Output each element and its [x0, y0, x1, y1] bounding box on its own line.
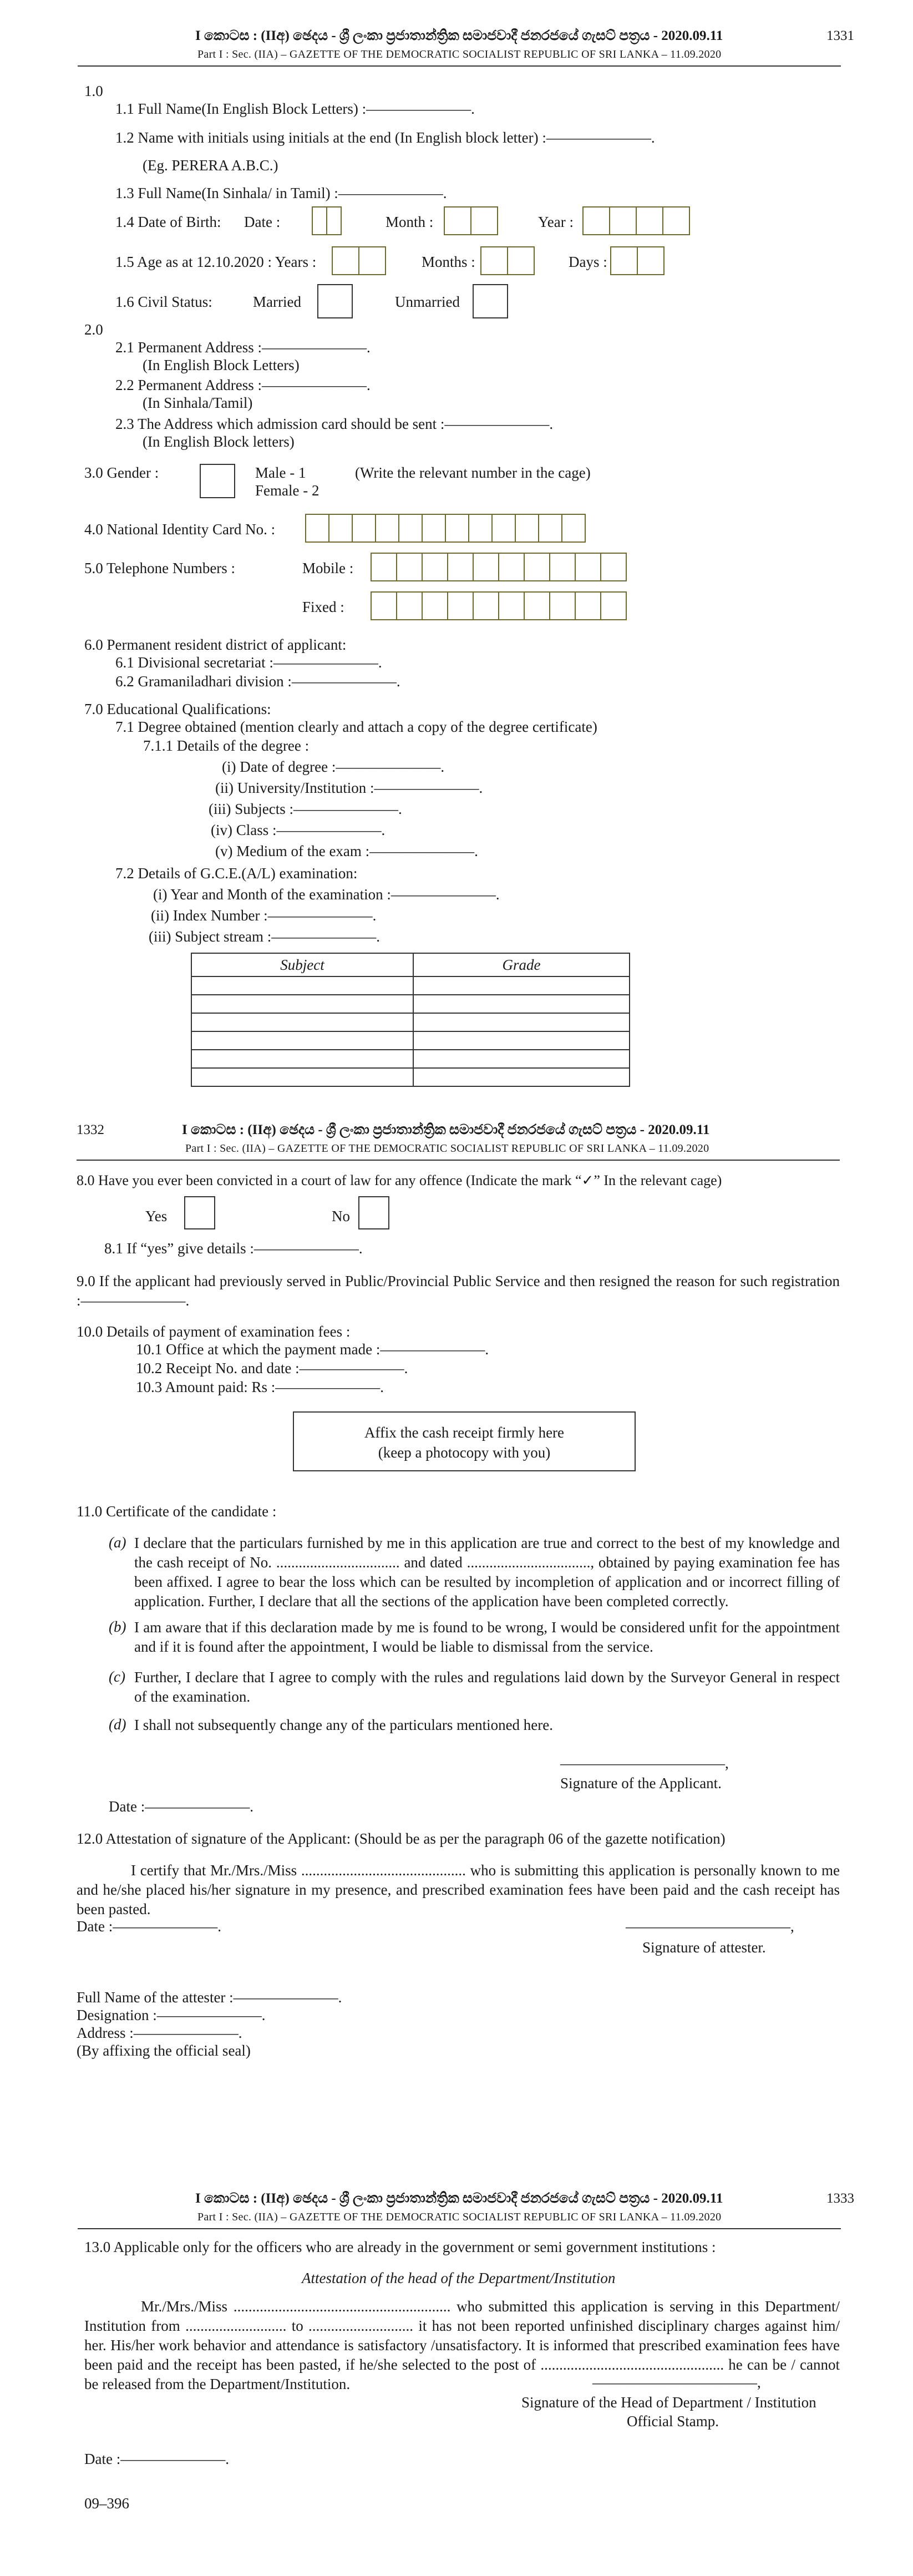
table-row[interactable]: [191, 1050, 630, 1068]
table-cell[interactable]: [191, 1050, 413, 1068]
resident-district-label: 6.0 Permanent resident district of applicant:: [84, 636, 347, 653]
civil-status-label: 1.6 Civil Status:: [115, 293, 212, 310]
amount-paid-field[interactable]: 10.3 Amount paid: Rs :———————.: [136, 1379, 384, 1395]
government-officers-label: 13.0 Applicable only for the officers who are already in the government or semi government institutions :: [84, 2239, 716, 2255]
applicant-signature-label: Signature of the Applicant.: [560, 1775, 722, 1791]
attester-address-field[interactable]: Address :———————.: [77, 2025, 242, 2041]
receipt-no-date-field[interactable]: 10.2 Receipt No. and date :———————.: [136, 1360, 408, 1376]
age-months-cells[interactable]: [480, 246, 535, 275]
admission-address-note: (In English Block letters): [143, 433, 295, 450]
official-stamp-label: Official Stamp.: [627, 2413, 719, 2430]
section-2-number: 2.0: [84, 321, 103, 338]
conviction-yes-label: Yes: [145, 1208, 168, 1224]
dob-label: 1.4 Date of Birth:: [115, 214, 221, 230]
header-rule: [77, 1160, 840, 1161]
table-row[interactable]: [191, 1031, 630, 1050]
table-header-row: [191, 953, 630, 976]
certificate-label: 11.0 Certificate of the candidate :: [77, 1503, 277, 1520]
degree-subjects-field[interactable]: (iii) Subjects :———————.: [209, 801, 402, 817]
admission-address-field[interactable]: 2.3 The Address which admission card should be sent :———————.: [115, 416, 554, 432]
clause-d-marker: (d): [109, 1716, 126, 1733]
age-months-label: Months :: [422, 254, 475, 270]
cash-receipt-box[interactable]: [293, 1411, 636, 1471]
mobile-label: Mobile :: [302, 560, 354, 576]
receipt-instruction: Affix the cash receipt firmly here: [364, 1424, 565, 1441]
gender-note: (Write the relevant number in the cage): [355, 464, 591, 481]
table-cell[interactable]: [191, 976, 413, 995]
al-details-label: 7.2 Details of G.C.E.(A/L) examination:: [115, 865, 358, 882]
dob-month-label: Month :: [386, 214, 434, 230]
initials-name-field[interactable]: 1.2 Name with initials using initials at the end (In English block letter) :———————.: [115, 129, 655, 146]
degree-date-field[interactable]: (i) Date of degree :———————.: [222, 758, 445, 775]
degree-label: 7.1 Degree obtained (mention clearly and attach a copy of the degree certificate): [115, 718, 597, 735]
al-index-field[interactable]: (ii) Index Number :———————.: [151, 907, 377, 924]
gender-box[interactable]: [200, 464, 235, 498]
attestation-text: I certify that Mr./Mrs./Miss ............................................ who is submitting this application is personally known to me and he/she placed his/her signature in my presence, and prescribed examination fees have been paid and the cash receipt has been pasted.: [77, 1862, 840, 1918]
divisional-secretariat-field[interactable]: 6.1 Divisional secretariat :———————.: [115, 654, 382, 671]
conviction-yes-checkbox[interactable]: [184, 1196, 215, 1229]
footer-code: 09–396: [84, 2495, 129, 2512]
payment-label: 10.0 Details of payment of examination fees :: [77, 1323, 351, 1340]
degree-class-field[interactable]: (iv) Class :———————.: [211, 822, 386, 838]
age-label: 1.5 Age as at 12.10.2020 : Years :: [115, 254, 317, 270]
payment-office-field[interactable]: 10.1 Office at which the payment made :———————.: [136, 1341, 489, 1358]
married-checkbox[interactable]: [317, 284, 353, 318]
address-local-note: (In Sinhala/Tamil): [143, 394, 253, 411]
applicant-date-field[interactable]: Date :———————.: [109, 1798, 253, 1815]
official-seal-note: (By affixing the official seal): [77, 2042, 251, 2059]
table-cell[interactable]: [413, 1050, 630, 1068]
attester-date-field[interactable]: Date :———————.: [77, 1918, 221, 1935]
clause-b-marker: (b): [109, 1618, 126, 1635]
table-row[interactable]: [191, 1068, 630, 1086]
table-cell[interactable]: [413, 1031, 630, 1050]
subject-grade-table[interactable]: [191, 953, 630, 1087]
table-cell[interactable]: [191, 1068, 413, 1086]
table-row[interactable]: [191, 1013, 630, 1031]
applicant-signature-line[interactable]: ———————————,: [560, 1755, 729, 1772]
conviction-no-checkbox[interactable]: [358, 1196, 389, 1229]
header-sinhala: I කොටස : (IIඅ) ඡෙදය - ශ්‍රී ලංකා ප්‍රජාතාන්ත්‍රික සමාජවාදී ජනරජයේ ගැසට් පත්‍රය - 2020.09.11: [195, 2191, 723, 2206]
attester-designation-field[interactable]: Designation :———————.: [77, 2007, 266, 2023]
fixed-cells[interactable]: [371, 591, 627, 620]
age-years-cells[interactable]: [332, 246, 386, 275]
dob-month-cells[interactable]: [444, 206, 498, 235]
attestation-label: 12.0 Attestation of signature of the Applicant: (Should be as per the paragraph 06 of the gazette notification): [77, 1830, 726, 1847]
table-cell[interactable]: [413, 976, 630, 995]
married-label: Married: [253, 293, 301, 310]
header-rule: [78, 65, 841, 67]
page-number: 1332: [77, 1122, 104, 1137]
table-cell[interactable]: [413, 1013, 630, 1031]
age-days-cells[interactable]: [610, 246, 665, 275]
page-number: 1331: [826, 28, 854, 43]
degree-details-label: 7.1.1 Details of the degree :: [143, 737, 310, 754]
nic-cells[interactable]: [305, 514, 586, 543]
header-english: Part I : Sec. (IIA) – GAZETTE OF THE DEMOCRATIC SOCIALIST REPUBLIC OF SRI LANKA – 11.09.2020: [185, 1142, 709, 1155]
address-english-note: (In English Block Letters): [143, 357, 300, 373]
telephone-label: 5.0 Telephone Numbers :: [84, 560, 236, 576]
head-signature-line[interactable]: ———————————,: [592, 2374, 761, 2391]
attester-signature-label: Signature of attester.: [642, 1939, 766, 1956]
table-cell[interactable]: [191, 995, 413, 1013]
clause-a-text: I declare that the particulars furnished by me in this application are true and correct to the best of my knowledge and the cash receipt of No. ................................. and dated ................................., obtained by paying examination fee has been affixed. I agree to bear the loss which can be resulted by incompletion of application and or incorrect filling of application. Further, I declare that all the sections of the application have been completed correctly.: [134, 1535, 840, 1610]
dob-year-cells[interactable]: [582, 206, 690, 235]
table-cell[interactable]: [413, 1068, 630, 1086]
section-1-number: 1.0: [84, 83, 103, 99]
dob-date-cells[interactable]: [312, 206, 342, 235]
table-row[interactable]: [191, 995, 630, 1013]
permanent-address-local-field[interactable]: 2.2 Permanent Address :———————.: [115, 377, 371, 393]
dob-date-label: Date :: [244, 214, 281, 230]
conviction-question: 8.0 Have you ever been convicted in a court of law for any offence (Indicate the mark “✓” In the relevant cage): [77, 1172, 722, 1188]
clause-a-marker: (a): [109, 1534, 126, 1551]
mobile-cells[interactable]: [371, 553, 627, 581]
header-rule: [78, 2228, 841, 2229]
previous-service-text[interactable]: 9.0 If the applicant had previously served in Public/Provincial Public Service and then resigned the reason for such registration :———————.: [77, 1273, 840, 1309]
gender-male-option: Male - 1: [255, 464, 306, 481]
unmarried-checkbox[interactable]: [473, 284, 508, 318]
table-cell[interactable]: [191, 1013, 413, 1031]
clause-d-text: I shall not subsequently change any of the particulars mentioned here.: [134, 1717, 554, 1733]
fixed-label: Fixed :: [302, 599, 344, 615]
table-header-subject: Subject: [191, 953, 413, 976]
attester-signature-line[interactable]: ———————————,: [626, 1918, 794, 1935]
al-year-month-field[interactable]: (i) Year and Month of the examination :———————.: [153, 886, 500, 903]
conviction-no-label: No: [332, 1208, 350, 1224]
page-1332: [0, 1115, 913, 2169]
table-cell[interactable]: [191, 1031, 413, 1050]
dob-year-label: Year :: [538, 214, 574, 230]
clause-c-marker: (c): [109, 1668, 125, 1685]
page-number: 1333: [826, 2191, 854, 2206]
full-name-field[interactable]: 1.1 Full Name(In English Block Letters) :———————.: [115, 100, 475, 117]
degree-medium-field[interactable]: (v) Medium of the exam :———————.: [215, 843, 478, 859]
education-label: 7.0 Educational Qualifications:: [84, 701, 271, 717]
initials-example: (Eg. PERERA A.B.C.): [143, 157, 278, 174]
page-1331: [0, 0, 913, 1132]
clause-b-text: I am aware that if this declaration made by me is found to be wrong, I would be considered unfit for the appointment and if it is found after the appointment, I would be liable to dismissal from the service.: [134, 1619, 840, 1656]
gramaniladhari-field[interactable]: 6.2 Gramaniladhari division :———————.: [115, 673, 400, 690]
header-english: Part I : Sec. (IIA) – GAZETTE OF THE DEMOCRATIC SOCIALIST REPUBLIC OF SRI LANKA – 11.09.2020: [197, 48, 722, 60]
unmarried-label: Unmarried: [395, 293, 460, 310]
al-stream-field[interactable]: (iii) Subject stream :———————.: [149, 928, 380, 945]
age-days-label: Days :: [569, 254, 607, 270]
clause-c-text: Further, I declare that I agree to comply with the rules and regulations laid down by the Surveyor General in respect of the examination.: [134, 1669, 840, 1705]
local-name-field[interactable]: 1.3 Full Name(In Sinhala/ in Tamil) :———————.: [115, 185, 447, 201]
degree-university-field[interactable]: (ii) University/Institution :———————.: [215, 780, 483, 796]
table-row[interactable]: [191, 976, 630, 995]
header-sinhala: I කොටස : (IIඅ) ඡෙදය - ශ්‍රී ලංකා ප්‍රජාතාන්ත්‍රික සමාජවාදී ජනරජයේ ගැසට් පත්‍රය - 2020.09.11: [195, 28, 723, 43]
permanent-address-english-field[interactable]: 2.1 Permanent Address :———————.: [115, 339, 371, 356]
gender-female-option: Female - 2: [255, 482, 319, 499]
gender-label: 3.0 Gender :: [84, 464, 159, 481]
head-attestation-title: Attestation of the head of the Department/Institution: [302, 2270, 616, 2286]
attester-name-field[interactable]: Full Name of the attester :———————.: [77, 1989, 342, 2006]
head-date-field[interactable]: Date :———————.: [84, 2451, 229, 2467]
table-cell[interactable]: [413, 995, 630, 1013]
conviction-details-field[interactable]: 8.1 If “yes” give details :———————.: [104, 1240, 363, 1257]
table-header-grade: Grade: [413, 953, 630, 976]
receipt-note: (keep a photocopy with you): [378, 1444, 551, 1461]
page-1333: [0, 2184, 913, 2576]
head-attestation-text: Mr./Mrs./Miss .......................................................... who submitted this application is serving in this Department/ Institution from ........................... to ............................ it has not been reported unfinished disciplinary charges against him/ her. His/her work behavior and attendance is satisfactory /unsatisfactory. It is informed that prescribed examination fees have been paid and the receipt has been pasted, if he/she selected to the post of ................................................. he can be / cannot be released from the Department/Institution.: [84, 2298, 840, 2393]
head-signature-label: Signature of the Head of Department / Institution: [521, 2394, 816, 2411]
header-sinhala: I කොටස : (IIඅ) ඡෙදය - ශ්‍රී ලංකා ප්‍රජාතාන්ත්‍රික සමාජවාදී ජනරජයේ ගැසට් පත්‍රය - 2020.09.11: [182, 1122, 710, 1137]
nic-label: 4.0 National Identity Card No. :: [84, 521, 276, 538]
header-english: Part I : Sec. (IIA) – GAZETTE OF THE DEMOCRATIC SOCIALIST REPUBLIC OF SRI LANKA – 11.09.2020: [197, 2211, 722, 2223]
